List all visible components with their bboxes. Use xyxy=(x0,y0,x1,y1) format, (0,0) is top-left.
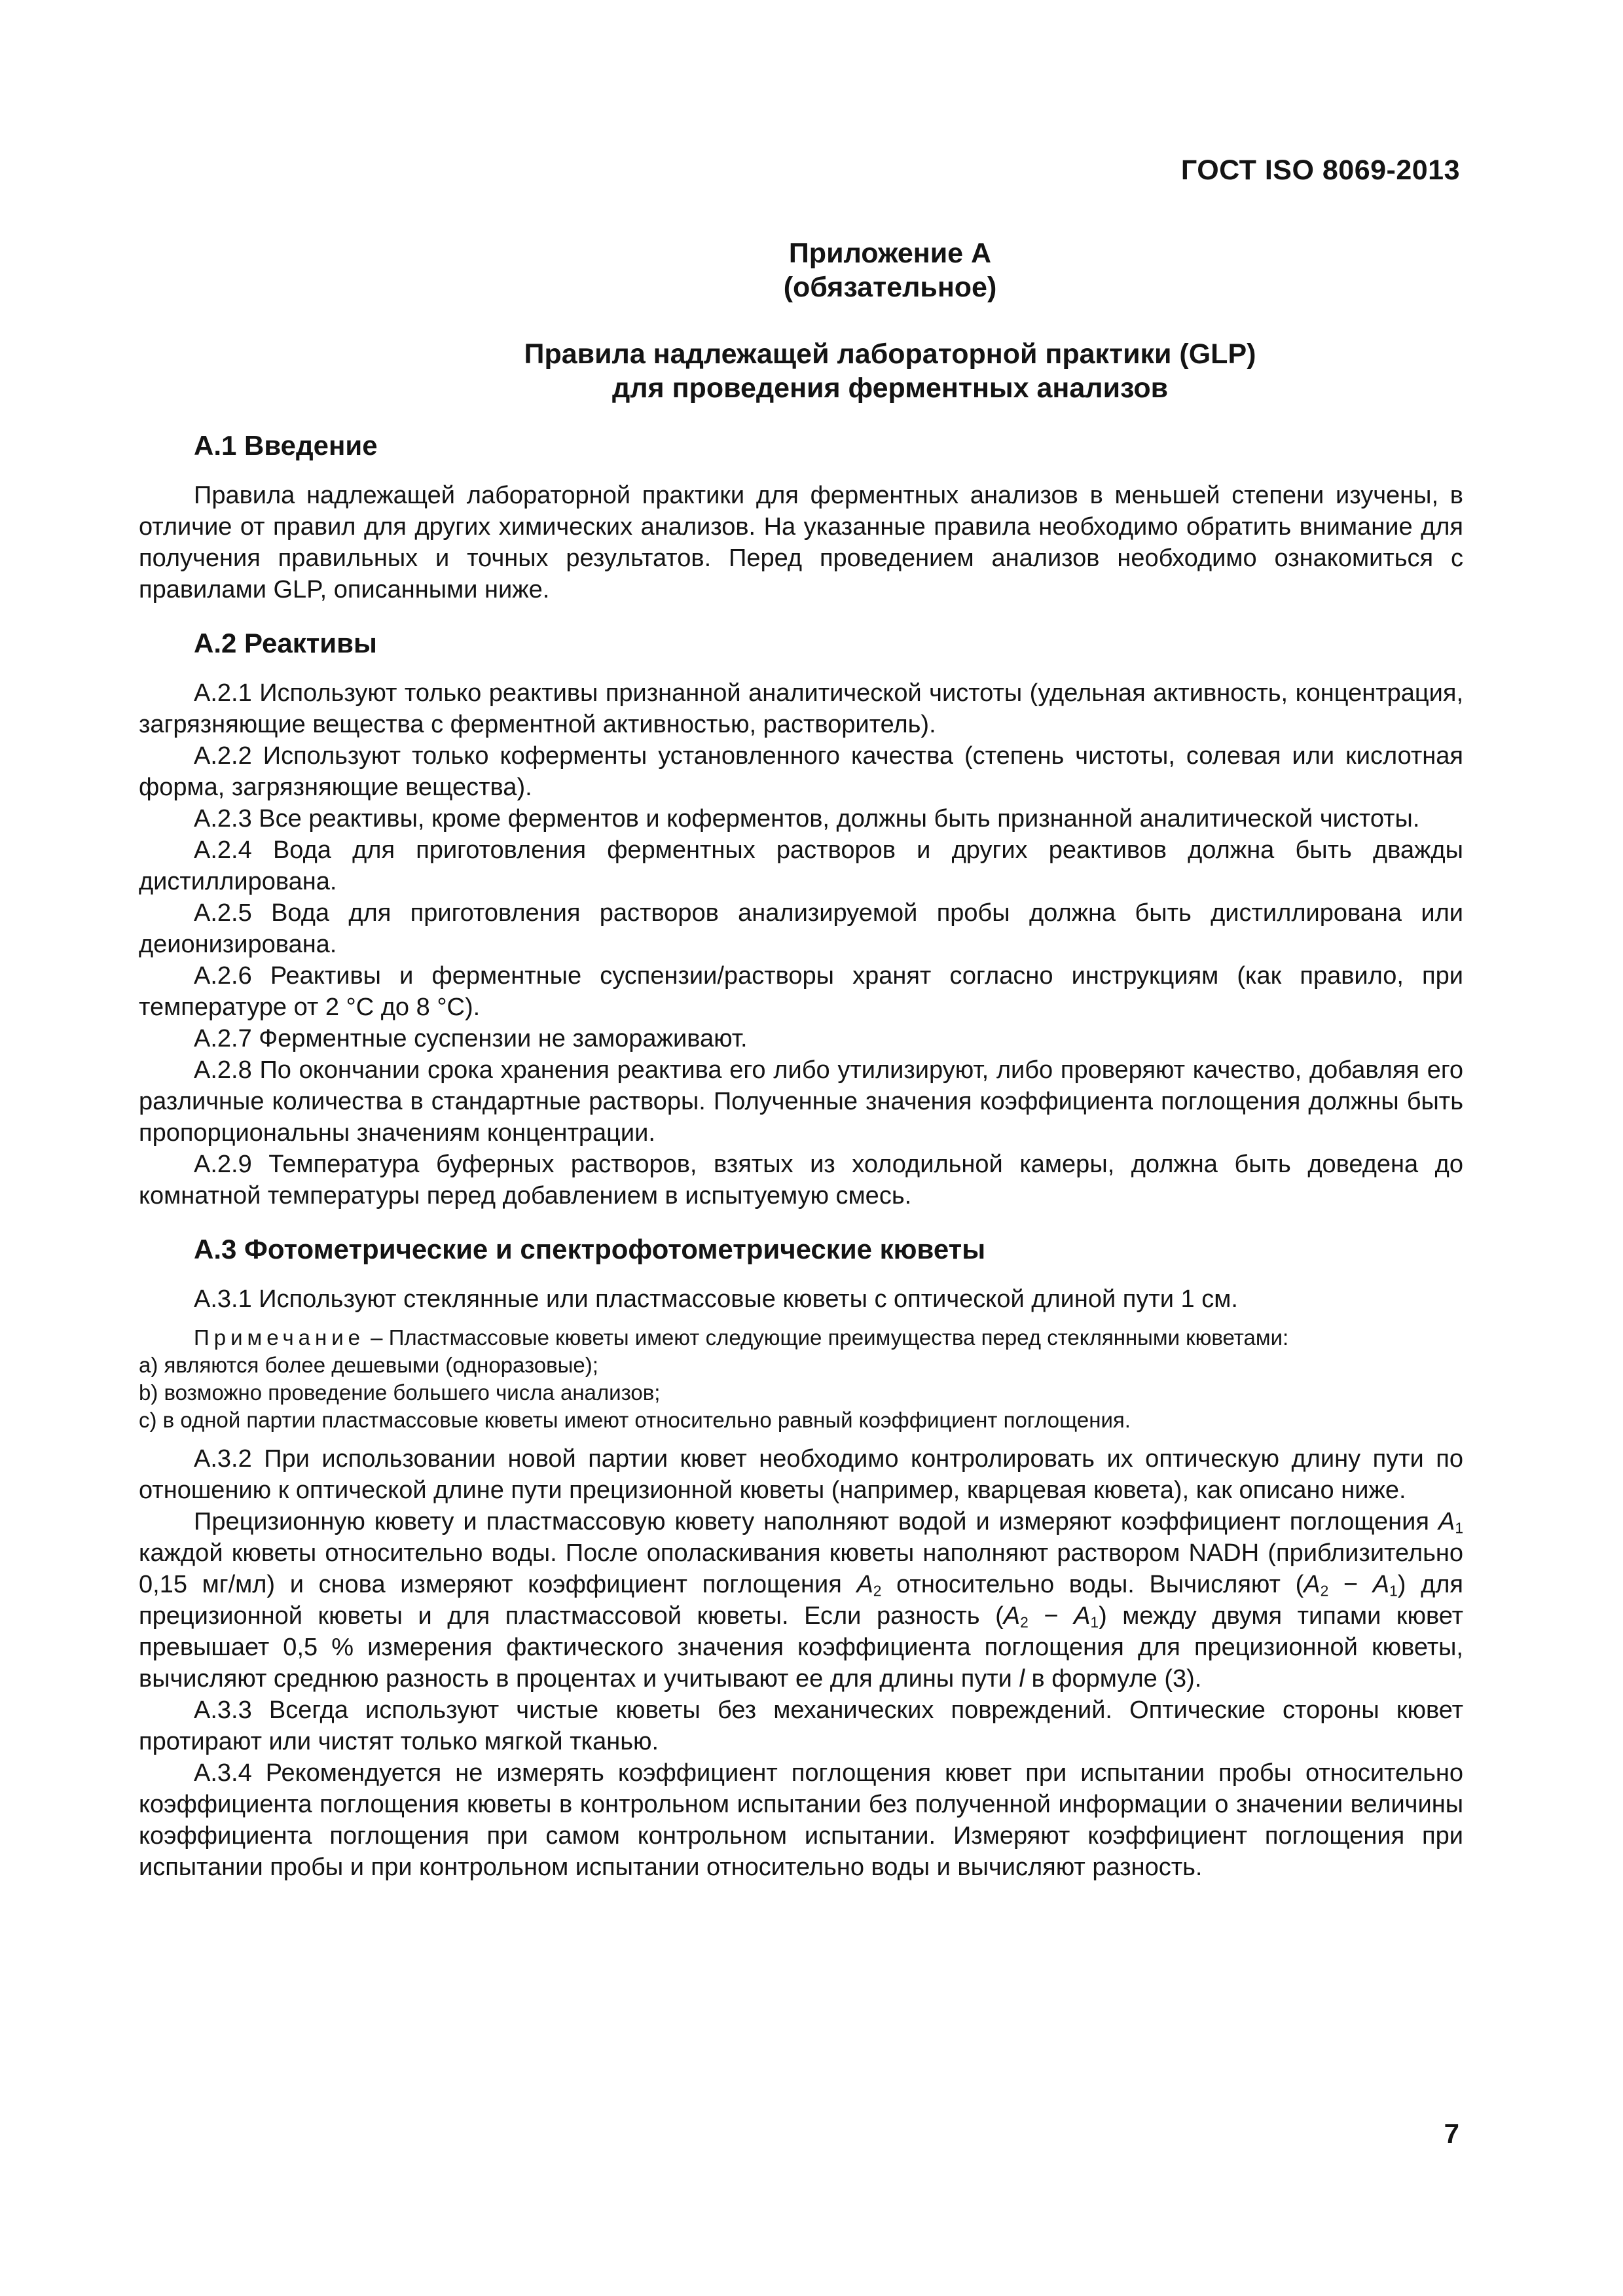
document-body xyxy=(139,427,1463,1883)
paragraph-a2-5: А.2.5 Вода для приготовления растворов анализируемой пробы должна быть дистиллирована или деионизирована. xyxy=(139,899,1463,958)
section-heading-a2: А.2 Реактивы xyxy=(194,628,377,658)
paragraph-a3-3: А.3.3 Всегда используют чистые кюветы без механических повреждений. Оптические стороны кювет протирают или чистят только мягкой тканью. xyxy=(139,1696,1463,1755)
document-title xyxy=(0,337,1623,405)
standard-code: ГОСТ ISO 8069-2013 xyxy=(1180,154,1460,186)
paragraph-a2-8: А.2.8 По окончании срока хранения реактива его либо утилизируют, либо проверяют качество, добавляя его различные количества в стандартные растворы. Полученные значения коэффициента поглощения должны быть пропорциональны значениям концентрации. xyxy=(139,1056,1463,1147)
paragraph-a2-9: А.2.9 Температура буферных растворов, взятых из холодильной камеры, должна быть доведена до комнатной температуры перед добавлением в испытуемую смесь. xyxy=(139,1151,1463,1210)
paragraph-a3-4: А.3.4 Рекомендуется не измерять коэффициент поглощения кювет при испытании пробы относительно коэффициента поглощения кюветы в контрольном испытании без полученной информации о значении величины коэффициента поглощения при самом контрольном испытании. Измеряют коэффициент поглощения при испытании пробы и при контрольном испытании относительно воды и вычисляют разность. xyxy=(139,1759,1463,1881)
paragraph-a2-2: А.2.2 Используют только коферменты установленного качества (степень чистоты, солевая или кислотная форма, загрязняющие вещества). xyxy=(139,742,1463,801)
note-item-c: c) в одной партии пластмассовые кюветы имеют относительно равный коэффициент поглощения. xyxy=(139,1408,1131,1432)
section-heading-a3: А.3 Фотометрические и спектрофотометрические кюветы xyxy=(194,1234,986,1265)
note-item-a: a) являются более дешевыми (одноразовые); xyxy=(139,1353,598,1377)
note-text: – Пластмассовые кюветы имеют следующие преимущества перед стеклянными кюветами: xyxy=(365,1325,1289,1350)
note-item-b: b) возможно проведение большего числа анализов; xyxy=(139,1380,661,1405)
page-number: 7 xyxy=(1444,2118,1459,2149)
paragraph-a2-1: А.2.1 Используют только реактивы признанной аналитической чистоты (удельная активность, концентрация, загрязняющие вещества с ферментной активностью, растворитель). xyxy=(139,679,1463,738)
paragraph-a3-2: А.3.2 При использовании новой партии кювет необходимо контролировать их оптическую длину пути по отношению к оптической длине пути прецизионной кюветы (например, кварцевая кювета), как описано ниже. xyxy=(139,1445,1463,1504)
note-label: Примечание xyxy=(194,1325,365,1350)
note xyxy=(139,1324,1463,1352)
paragraph-a1: Правила надлежащей лабораторной практики для ферментных анализов в меньшей степени изучены, в отличие от правил для других химических анализов. На указанные правила необходимо обратить внимание для получения правильных и точных результатов. Перед проведением анализов необходимо ознакомиться с правилами GLP, описанными ниже. xyxy=(139,482,1463,603)
document-title-line-1: Правила надлежащей лабораторной практики (GLP) xyxy=(524,338,1256,370)
paragraph-a2-4: А.2.4 Вода для приготовления ферментных растворов и других реактивов должна быть дважды дистиллирована. xyxy=(139,836,1463,895)
paragraph-a3-2-procedure: Прецизионную кювету и пластмассовую кювету наполняют водой и измеряют коэффициент поглощения $A_1$ каждой кюветы относительно воды. После ополаскивания кюветы наполняют раствором NADH (приблизительно 0,15 мг/мл) и снова измеряют коэффициент поглощения $A_2$ относительно воды. Вычисляют $(A_2 - A_1)$ для прецизионной кюветы и для пластмассовой кюветы. Если разность $(A_2 - A_1)$ между двумя типами кювет превышает 0,5 % измерения фактического значения коэффициента поглощения для прецизионной кюветы, вычисляют среднюю разность в процентах и учитывают ее для длины пути l в формуле (3). xyxy=(139,1508,1464,1693)
annex-title: Приложение А xyxy=(788,238,992,269)
section-heading-a1: А.1 Введение xyxy=(194,430,378,461)
paragraph-a3-1: А.3.1 Используют стеклянные или пластмассовые кюветы с оптической длиной пути 1 см. xyxy=(194,1285,1238,1313)
paragraph-a2-6: А.2.6 Реактивы и ферментные суспензии/растворы хранят согласно инструкциям (как правило, при температуре от 2 °С до 8 °С). xyxy=(139,962,1463,1021)
document-title-line-2: для проведения ферментных анализов xyxy=(611,372,1169,404)
annex-status: (обязательное) xyxy=(783,272,997,303)
paragraph-a2-7: А.2.7 Ферментные суспензии не замораживают. xyxy=(194,1025,748,1052)
paragraph-a2-3: А.2.3 Все реактивы, кроме ферментов и коферментов, должны быть признанной аналитической чистоты. xyxy=(194,805,1420,833)
